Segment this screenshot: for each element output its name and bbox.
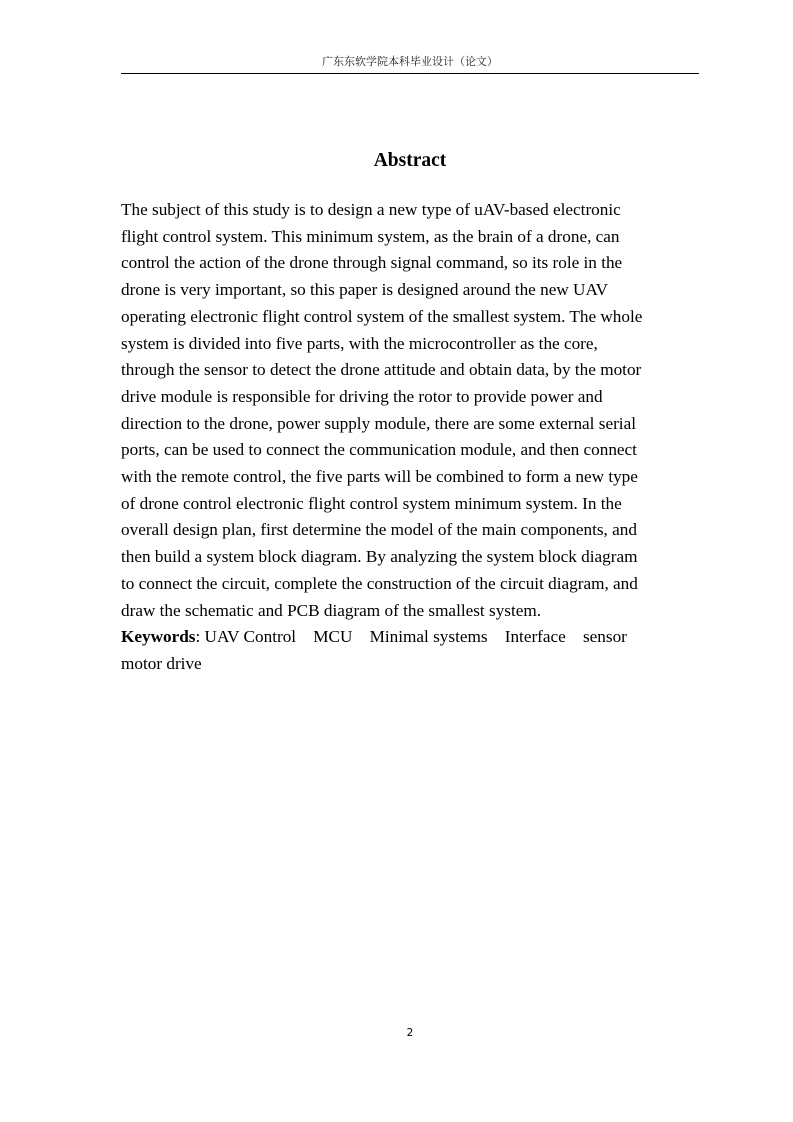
abstract-line: direction to the drone, power supply module, there are some external serial xyxy=(121,413,636,433)
abstract-line: drive module is responsible for driving the rotor to provide power and xyxy=(121,386,603,406)
abstract-line: The subject of this study is to design a new type of uAV-based electronic xyxy=(121,200,621,219)
abstract-title: Abstract xyxy=(373,150,447,171)
running-header: 广东东软学院本科毕业设计（论文） xyxy=(322,55,498,68)
abstract-line: operating electronic flight control system of the smallest system. The whole xyxy=(121,306,643,326)
keywords-line xyxy=(121,624,701,651)
abstract-line: through the sensor to detect the drone attitude and obtain data, by the motor xyxy=(121,360,642,380)
abstract-line: draw the schematic and PCB diagram of the smallest system. xyxy=(121,600,542,620)
header-divider xyxy=(121,73,699,74)
abstract-line: overall design plan, first determine the model of the main components, and xyxy=(121,520,637,540)
abstract-line: drone is very important, so this paper is designed around the new UAV xyxy=(121,280,609,300)
abstract-line: of drone control electronic flight control system minimum system. In the xyxy=(121,493,622,513)
abstract-line: then build a system block diagram. By analyzing the system block diagram xyxy=(121,547,638,567)
abstract-body xyxy=(121,197,701,678)
keywords-list: : UAV Control MCU Minimal systems Interface sensor xyxy=(195,627,627,647)
abstract-line: control the action of the drone through signal command, so its role in the xyxy=(121,253,623,273)
abstract-line: system is divided into five parts, with the microcontroller as the core, xyxy=(121,333,598,353)
abstract-line: flight control system. This minimum system, as the brain of a drone, can xyxy=(121,226,620,246)
abstract-line: with the remote control, the five parts will be combined to form a new type xyxy=(121,467,638,487)
page-number: 2 xyxy=(406,1027,414,1039)
abstract-line: ports, can be used to connect the communication module, and then connect xyxy=(121,440,637,460)
keywords-label: Keywords xyxy=(121,627,196,647)
keywords-line-continued: motor drive xyxy=(121,653,202,673)
abstract-line: to connect the circuit, complete the construction of the circuit diagram, and xyxy=(121,573,638,593)
